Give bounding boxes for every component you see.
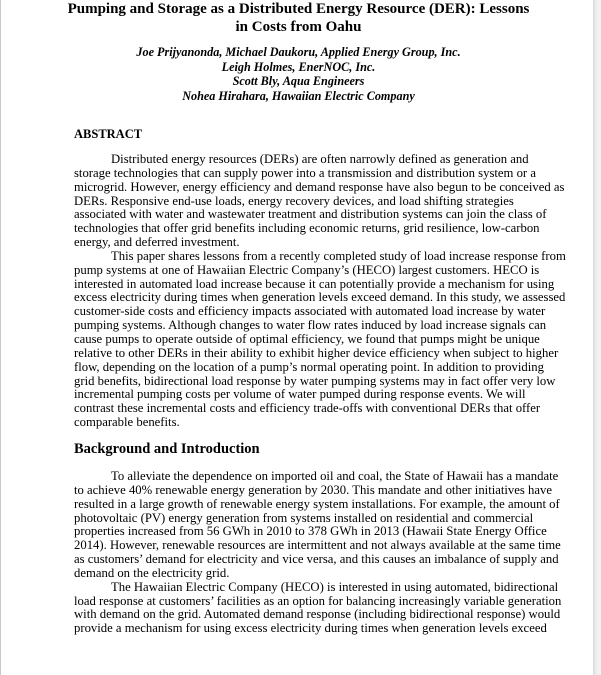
- title-line-2: in Costs from Oahu: [235, 19, 362, 35]
- text-line: demand on the electricity grid.: [74, 565, 230, 580]
- text-line: with demand on the grid. Automated demand response (including bidirectional response) would: [74, 607, 561, 622]
- text-line: properties increased from 56 GWh in 2010 to 378 GWh in 2013 (Hawaii State Energy Office: [74, 524, 547, 539]
- text-line: Distributed energy resources (DERs) are often narrowly defined as generation and: [111, 152, 529, 166]
- author-line: Leigh Holmes, EnerNOC, Inc.: [221, 59, 376, 74]
- text-line: The Hawaiian Electric Company (HECO) is interested in using automated, bidirectional: [111, 579, 559, 594]
- text-line: excess electricity during times when generation levels exceed demand. In this study, we assessed: [74, 290, 566, 305]
- text-line: contrast these incremental costs and efficiency trade-offs with conventional DERs that offer: [74, 401, 541, 416]
- text-line: pump systems at one of Hawaiian Electric Company’s (HECO) largest customers. HECO is: [74, 262, 540, 277]
- text-line: relative to other DERs in their ability to exhibit higher device efficiency when subject to higher: [74, 345, 559, 360]
- text-line: associated with water and wastewater treatment and distribution systems can join the class of: [74, 207, 547, 222]
- text-line: storage technologies that can supply power into a transmission and distribution system or a: [74, 165, 536, 180]
- text-line: as customers’ demand for electricity and vice versa, and this causes an imbalance of supply and: [74, 552, 559, 567]
- author-list: [61, 45, 536, 103]
- text-line: DERs. Responsive end-use loads, energy recovery devices, and load shifting strategies: [74, 193, 514, 208]
- background-heading: Background and Introduction: [74, 441, 260, 457]
- text-line: provide a mechanism for using excess electricity during times when generation levels exceed: [74, 621, 547, 636]
- background-body: [74, 469, 562, 636]
- text-line: To alleviate the dependence on imported oil and coal, the State of Hawaii has a mandate: [111, 469, 559, 483]
- text-line: incremental pumping costs per volume of water pumped during response events. We will: [74, 387, 526, 402]
- text-line: grid benefits, bidirectional load response by water pumping systems may in fact offer very low: [74, 373, 556, 388]
- text-line: cause pumps to operate outside of optimal efficiency, we found that pumps might be unique: [74, 331, 540, 346]
- abstract-body: [74, 152, 566, 430]
- paper-title: [61, 0, 536, 36]
- text-line: photovoltaic (PV) energy generation from systems installed on residential and commercial: [74, 510, 534, 525]
- text-line: technologies that offer grid benefits including economic returns, grid resilience, low-carbon: [74, 221, 540, 236]
- text-line: microgrid. However, energy efficiency and demand response have also begun to be conceived as: [74, 179, 565, 194]
- text-line: flow, depending on the location of a pump’s normal operating point. In addition to providing: [74, 359, 544, 374]
- title-line-1: Pumping and Storage as a Distributed Energy Resource (DER): Lessons: [67, 1, 530, 17]
- text-line: to achieve 40% renewable energy generation by 2030. This mandate and other initiatives have: [74, 482, 552, 497]
- text-line: comparable benefits.: [74, 415, 180, 430]
- text-line: resulted in a large growth of renewable energy system installations. For example, the amount of: [74, 496, 560, 511]
- pdf-page: [1, 0, 593, 675]
- text-line: load response at customers’ facilities as an option for balancing increasingly variable generation: [74, 593, 562, 608]
- author-line: Scott Bly, Aqua Engineers: [232, 74, 365, 88]
- author-line: Joe Prijyanonda, Michael Daukoru, Applied Energy Group, Inc.: [136, 45, 461, 59]
- text-line: This paper shares lessons from a recently completed study of load increase response from: [111, 248, 566, 263]
- text-line: 2014). However, renewable resources are intermittent and not always available at the same time: [74, 538, 561, 553]
- author-line: Nohea Hirahara, Hawaiian Electric Company: [182, 88, 415, 103]
- viewer-scroll-gutter[interactable]: [593, 0, 601, 675]
- abstract-heading: ABSTRACT: [74, 127, 143, 141]
- text-line: energy, and deferred investment.: [74, 235, 240, 250]
- text-line: customer-side costs and efficiency impacts associated with automated load increase by water: [74, 304, 546, 319]
- text-line: pumping systems. Although changes to water flow rates induced by load increase signals can: [74, 318, 547, 333]
- text-line: interested in automated load increase because it can potentially provide a mechanism for using: [74, 276, 555, 291]
